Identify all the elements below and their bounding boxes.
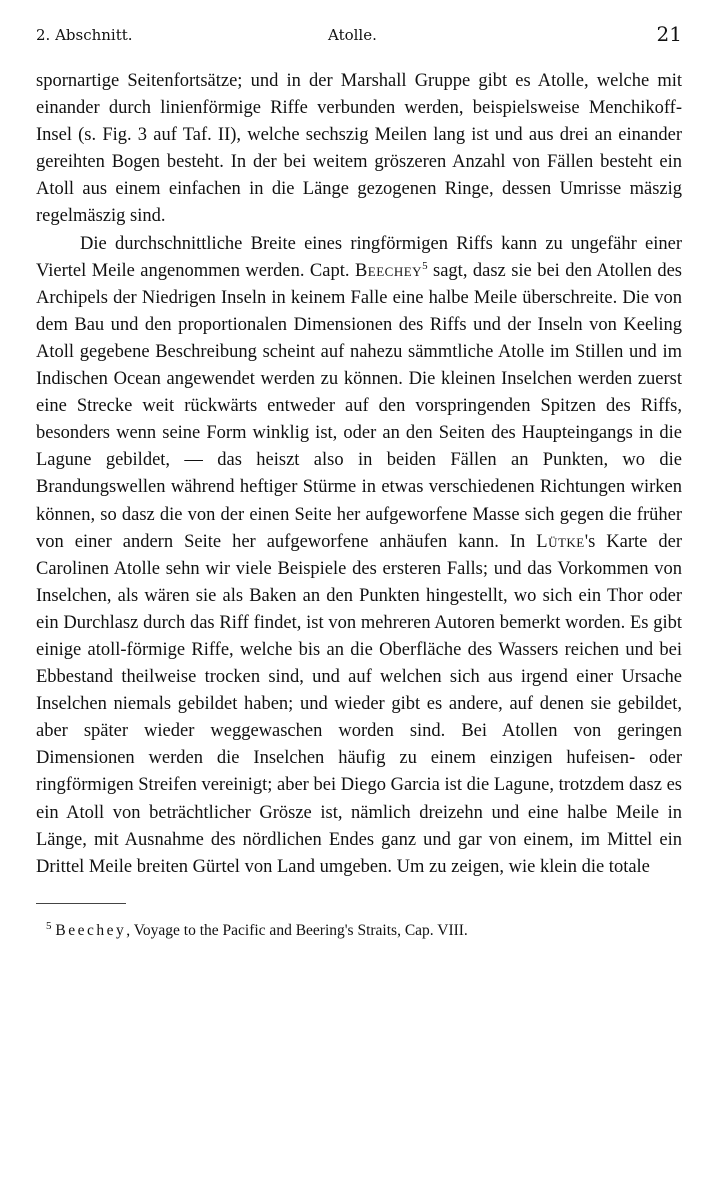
footnote-text: , Voyage to the Pacific and Beering's Straits, Cap. VIII.: [126, 921, 468, 939]
running-head: [36, 22, 682, 54]
paragraph-continuation: spornartige Seitenfortsätze; und in der Marshall Gruppe gibt es Atolle, welche mit einander durch linienförmige Riffe verbunden werden, beispielsweise Menchikoff-Insel (s. Fig. 3 auf Taf. II), welche sechszig Meilen lang ist und aus drei an einander gereihten Bogen besteht. In der bei weitem gröszeren Anzahl von Fällen besteht ein Atoll aus einem einfachen in die Länge gezogenen Ringe, dessen Umrisse mäszig regelmäszig sind.: [36, 71, 682, 227]
book-page: [36, 22, 682, 940]
footnote: [36, 919, 682, 940]
author-name: Lütke: [536, 531, 585, 552]
page-number: 21: [656, 22, 682, 46]
body-text: [36, 68, 682, 881]
paragraph-text-part: 's Karte der Carolinen Atolle sehn wir viele Beispiele des ersteren Falls; und das Vorkommen von Inselchen, als wären sie als Baken an den Punkten hingestellt, wo sich ein Thor oder ein Durchlasz durch das Riff findet, ist von mehreren Autoren bemerkt worden. Es gibt einige atoll-förmige Riffe, welche bis an die Oberfläche des Wassers reichen und bei Ebbestand theilweise trocken sind, und auf welchen sich aus irgend einer Ursache Inselchen niemals gebildet haben; und wieder gibt es andere, auf denen sie gebildet, aber später wieder weggewaschen worden sind. Bei Atollen von geringen Dimensionen werden die Inselchen häufig zu einem einzigen hufeisen- oder ringförmigen Streifen vereinigt; aber bei Diego Garcia ist die Lagune, trotzdem dasz es ein Atoll von beträchtlicher Grösze ist, nämlich dreizehn und eine halbe Meile in Länge, mit Ausnahme des nördlichen Endes ganz und gar von einem, im Mittel ein Drittel Meile breiten Gürtel von Land umgeben. Um zu zeigen, wie klein die totale: [36, 531, 682, 877]
footnote-author: Beechey: [55, 921, 127, 939]
paragraph-text-part: Die durchschnittliche Breite eines ringförmigen Riffs kann zu ungefähr einer Viertel Meile angenommen werden. Capt.: [36, 233, 682, 281]
author-name: Beechey: [354, 260, 423, 281]
footnote-marker: 5: [46, 919, 52, 932]
paragraph-reef-width: [36, 231, 682, 881]
paragraph-text-part: sagt, dasz sie bei den Atollen des Archipels der Niedrigen Inseln in keinem Falle eine halbe Meile überschreite. Die von dem Bau und den proportionalen Dimensionen des Riffs und der Inseln von Keeling Atoll gegebene Beschreibung scheint auf nahezu sämmtliche Atolle im Stillen und im Indischen Ocean angewendet werden zu können. Die kleinen Inselchen werden zuerst eine Strecke weit rückwärts entweder auf den vorspringenden Spitzen des Riffs, besonders wenn seine Form winklig ist, oder an den Seiten des Haupteingangs in die Lagune gebildet, — das heiszt also in beiden Fällen an Punkten, wo die Brandungswellen während heftiger Stürme in etwas verschiedenen Richtungen wirken können, so dasz die von der einen Seite her aufgeworfene Masse sich gegen die früher von einer andern Seite her aufgeworfene anhäufen kann. In: [36, 260, 683, 552]
footnote-divider: [36, 903, 126, 904]
chapter-label: 2. Abschnitt.: [36, 26, 133, 44]
page-title: Atolle.: [328, 26, 377, 44]
footnote-reference: 5: [422, 259, 428, 272]
